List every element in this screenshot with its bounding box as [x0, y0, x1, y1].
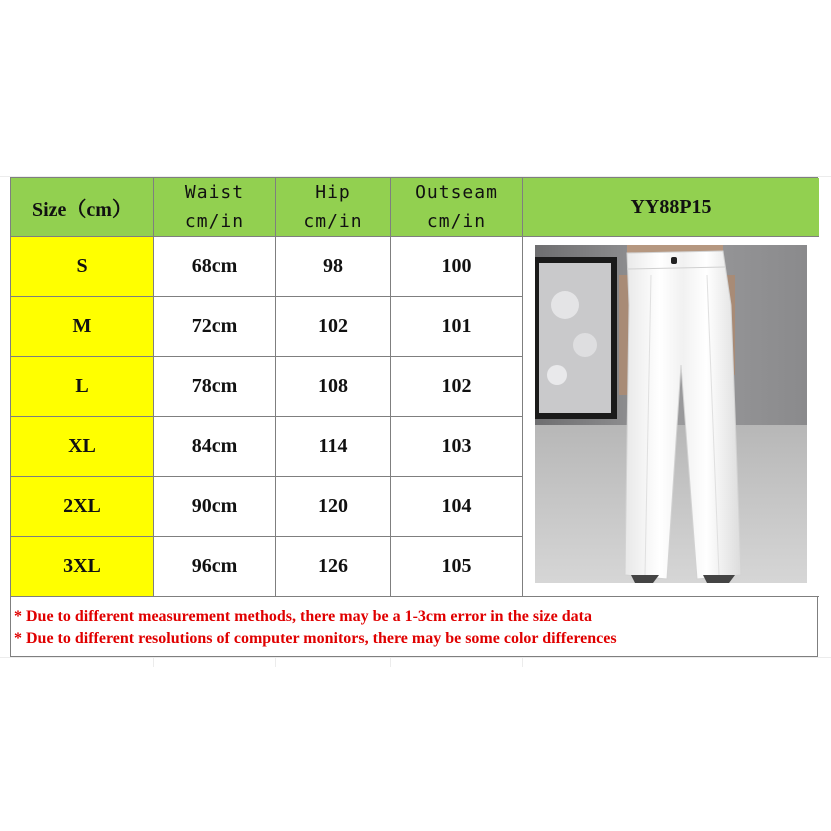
outseam-value: 101: [441, 315, 472, 337]
header-size-label: Size（cm）: [32, 198, 132, 221]
background-gridline: [390, 657, 391, 667]
background-gridline: [0, 657, 831, 658]
header-hip-label: Hip: [315, 182, 351, 203]
size-label: M: [72, 315, 92, 337]
size-label: XL: [68, 435, 96, 457]
header-model-code: [523, 178, 819, 237]
waist-value: 72cm: [191, 315, 238, 337]
size-cell: [11, 237, 154, 297]
hip-cell: [276, 237, 391, 297]
outseam-value: 105: [441, 555, 472, 577]
waist-cell: [154, 237, 276, 297]
hip-value: 114: [318, 435, 348, 457]
product-photo: [535, 245, 807, 583]
waist-value: 78cm: [191, 375, 238, 397]
background-gridline: [275, 657, 276, 667]
outseam-value: 100: [441, 255, 472, 277]
size-cell: [11, 297, 154, 357]
size-chart-table: [10, 177, 818, 657]
background-gridline: [522, 657, 523, 667]
hip-cell: [276, 537, 391, 597]
waist-cell: [154, 417, 276, 477]
waist-value: 96cm: [191, 555, 238, 577]
hip-cell: [276, 357, 391, 417]
hip-cell: [276, 297, 391, 357]
outseam-cell: [391, 537, 523, 597]
header-outseam: [391, 178, 523, 237]
size-label: 3XL: [63, 555, 101, 577]
background-gridline: [153, 657, 154, 667]
waist-value: 84cm: [191, 435, 238, 457]
hip-value: 102: [318, 315, 348, 337]
outseam-value: 102: [441, 375, 472, 397]
size-cell: [11, 477, 154, 537]
hip-value: 98: [323, 255, 343, 277]
hip-value: 108: [318, 375, 348, 397]
size-cell: [11, 537, 154, 597]
header-hip-unit: cm/in: [303, 211, 363, 232]
hip-value: 126: [318, 555, 348, 577]
size-cell: [11, 357, 154, 417]
outseam-cell: [391, 357, 523, 417]
outseam-cell: [391, 237, 523, 297]
waist-value: 68cm: [191, 255, 238, 277]
notes-row: [11, 597, 817, 656]
header-size: [11, 178, 154, 237]
hip-value: 120: [318, 495, 348, 517]
hip-cell: [276, 477, 391, 537]
note-color-difference: * Due to different resolutions of computer monitors, there may be some color differences: [14, 630, 617, 647]
size-label: 2XL: [63, 495, 101, 517]
outseam-cell: [391, 297, 523, 357]
product-photo-cell: [523, 237, 819, 597]
outseam-cell: [391, 477, 523, 537]
size-cell: [11, 417, 154, 477]
waist-cell: [154, 477, 276, 537]
header-waist: [154, 178, 276, 237]
outseam-cell: [391, 417, 523, 477]
header-hip: [276, 178, 391, 237]
model-code: YY88P15: [630, 195, 712, 218]
size-label: L: [75, 375, 89, 397]
header-waist-unit: cm/in: [184, 211, 245, 232]
waist-value: 90cm: [191, 495, 238, 517]
outseam-value: 104: [441, 495, 472, 517]
note-measurement-error: * Due to different measurement methods, there may be a 1-3cm error in the size data: [14, 608, 592, 625]
waist-cell: [154, 537, 276, 597]
hip-cell: [276, 417, 391, 477]
header-outseam-label: Outseam: [415, 182, 498, 203]
waist-cell: [154, 297, 276, 357]
header-waist-label: Waist: [184, 182, 245, 203]
outseam-value: 103: [441, 435, 472, 457]
header-outseam-unit: cm/in: [426, 211, 487, 232]
waist-cell: [154, 357, 276, 417]
size-label: S: [76, 255, 88, 277]
